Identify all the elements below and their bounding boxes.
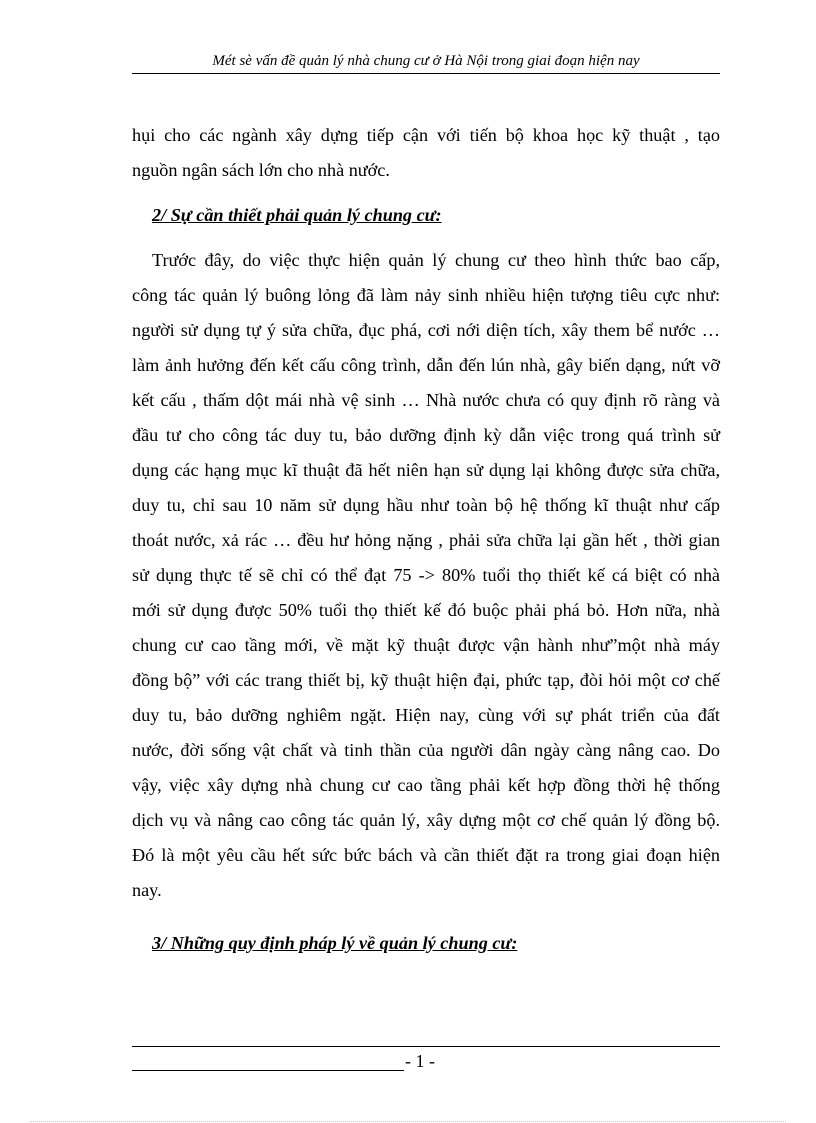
text-line: dụng các hạng mục kĩ thuật đã hết niên hạn sử dụng lại không được sửa chữa,: [132, 460, 720, 480]
text-line: chung cư cao tầng mới, về mặt kỹ thuật được vận hành như”một nhà máy: [132, 635, 720, 655]
text-line: sử dụng thực tế sẽ chỉ có thể đạt 75 -> 80% tuổi thọ thiết kế cá biệt có nhà: [132, 565, 720, 585]
header-rule: [132, 73, 720, 74]
text-line: vậy, việc xây dựng nhà chung cư cao tầng phải kết hợp đồng thời hệ thống: [132, 775, 720, 795]
text-line: Đó là một yêu cầu hết sức bức bách và cần thiết đặt ra trong giai đoạn hiện: [132, 845, 720, 865]
text-line: Trước đây, do việc thực hiện quản lý chung cư theo hình thức bao cấp,: [152, 250, 720, 270]
page-number: - 1 -: [405, 1051, 435, 1071]
paragraph-management-necessity: [132, 243, 720, 908]
text-line: nguồn ngân sách lớn cho nhà nước.: [132, 160, 390, 180]
page-edge-divider: [30, 1121, 786, 1122]
paragraph-continuation: [132, 118, 720, 188]
text-line: đầu tư cho công tác duy tu, bảo dưỡng định kỳ dẫn việc trong quá trình sử: [132, 425, 720, 445]
footer-underline: [132, 1070, 404, 1071]
running-header: Mét sè vấn đề quản lý nhà chung cư ở Hà Nội trong giai đoạn hiện nay: [212, 53, 640, 69]
section-heading-3: 3/ Những quy định pháp lý về quản lý chung cư:: [152, 933, 518, 953]
text-line: người sử dụng tự ý sửa chữa, đục phá, cơi nới diện tích, xây them bể nước …: [132, 320, 720, 340]
text-line: duy tu, chỉ sau 10 năm sử dụng hầu như toàn bộ hệ thống kĩ thuật như cấp: [132, 495, 720, 515]
text-line: đồng bộ” với các trang thiết bị, kỹ thuật hiện đại, phức tạp, đòi hỏi một cơ chế: [132, 670, 720, 690]
text-line: làm ảnh hưởng đến kết cấu công trình, dẫn đến lún nhà, gây biến dạng, nứt vỡ: [132, 355, 720, 375]
text-line: công tác quản lý buông lỏng đã làm nảy sinh nhiều hiện tượng tiêu cực như:: [132, 285, 720, 305]
text-line: nước, đời sống vật chất và tinh thần của người dân ngày càng nâng cao. Do: [132, 740, 720, 760]
text-line: kết cấu , thấm dột mái nhà vệ sinh … Nhà nước chưa có quy định rõ ràng và: [132, 390, 720, 410]
text-line: thoát nước, xả rác … đều hư hỏng nặng , phải sửa chữa lại gần hết , thời gian: [132, 530, 720, 550]
document-body: [132, 118, 720, 961]
text-line: mới sử dụng được 50% tuổi thọ thiết kế đó buộc phải phá bỏ. Hơn nữa, nhà: [132, 600, 720, 620]
footer-rule: [132, 1046, 720, 1047]
text-line: nay.: [132, 880, 162, 900]
text-line: hụi cho các ngành xây dựng tiếp cận với tiến bộ khoa học kỹ thuật , tạo: [132, 125, 720, 145]
text-line: duy tu, bảo dưỡng nghiêm ngặt. Hiện nay, cùng với sự phát triển của đất: [132, 705, 720, 725]
text-line: dịch vụ và nâng cao công tác quản lý, xây dựng một cơ chế quản lý đồng bộ.: [132, 810, 720, 830]
section-heading-2: 2/ Sự cần thiết phải quản lý chung cư:: [152, 205, 442, 225]
